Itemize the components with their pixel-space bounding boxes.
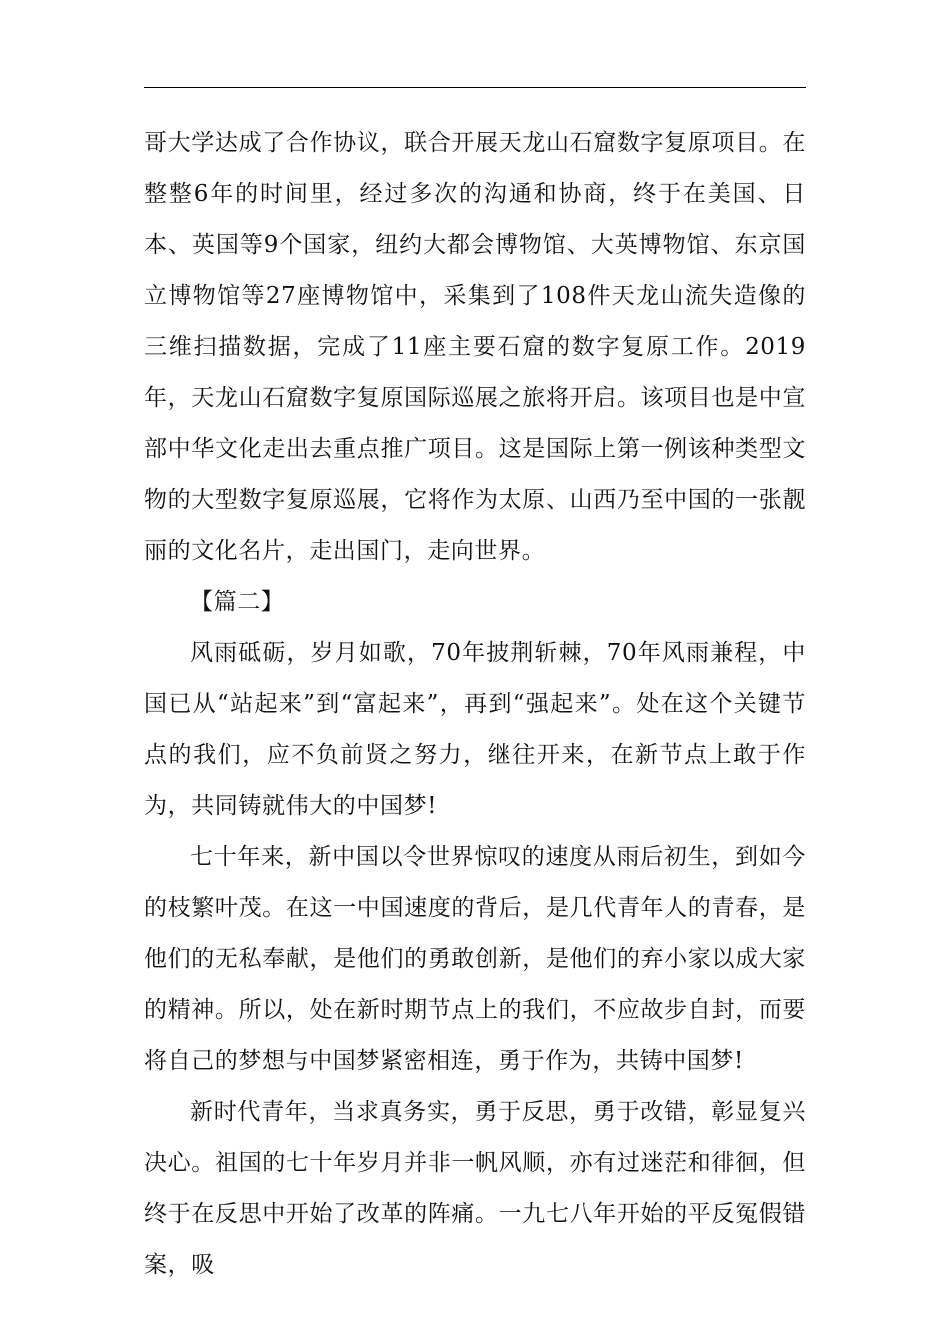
paragraph-2: 七十年来，新中国以令世界惊叹的速度从雨后初生，到如今的枝繁叶茂。在这一中国速度的背后，是几代青年人的青春，是他们的无私奉献，是他们的勇敢创新，是他们的弃小家以成大家的精神。所以，处在新时期节点上的我们，不应故步自封，而要将自己的梦想与中国梦紧密相连，勇于作为，共铸中国梦! bbox=[144, 844, 806, 1074]
paragraph-3: 新时代青年，当求真务实，勇于反思，勇于改错，彰显复兴决心。祖国的七十年岁月并非一帆风顺，亦有过迷茫和徘徊，但终于在反思中开始了改革的阵痛。一九七八年开始的平反冤假错案，吸 bbox=[144, 1099, 806, 1278]
header-rule bbox=[144, 87, 806, 88]
section-heading: 【篇二】 bbox=[190, 589, 285, 615]
paragraph-continued: 哥大学达成了合作协议，联合开展天龙山石窟数字复原项目。在整整6年的时间里，经过多次的沟通和协商，终于在美国、日本、英国等9个国家，纽约大都会博物馆、大英博物馆、东京国立博物馆等27座博物馆中，采集到了108件天龙山流失造像的三维扫描数据，完成了11座主要石窟的数字复原工作。2019年，天龙山石窟数字复原国际巡展之旅将开启。该项目也是中宣部中华文化走出去重点推广项目。这是国际上第一例该种类型文物的大型数字复原巡展，它将作为太原、山西乃至中国的一张靓丽的文化名片，走出国门，走向世界。 bbox=[144, 130, 806, 564]
document-body bbox=[144, 118, 806, 1291]
paragraph-1: 风雨砥砺，岁月如歌，70年披荆斩棘，70年风雨兼程，中国已从“站起来”到“富起来”，再到“强起来”。处在这个关键节点的我们，应不负前贤之努力，继往开来，在新节点上敢于作为，共同铸就伟大的中国梦! bbox=[144, 640, 806, 819]
